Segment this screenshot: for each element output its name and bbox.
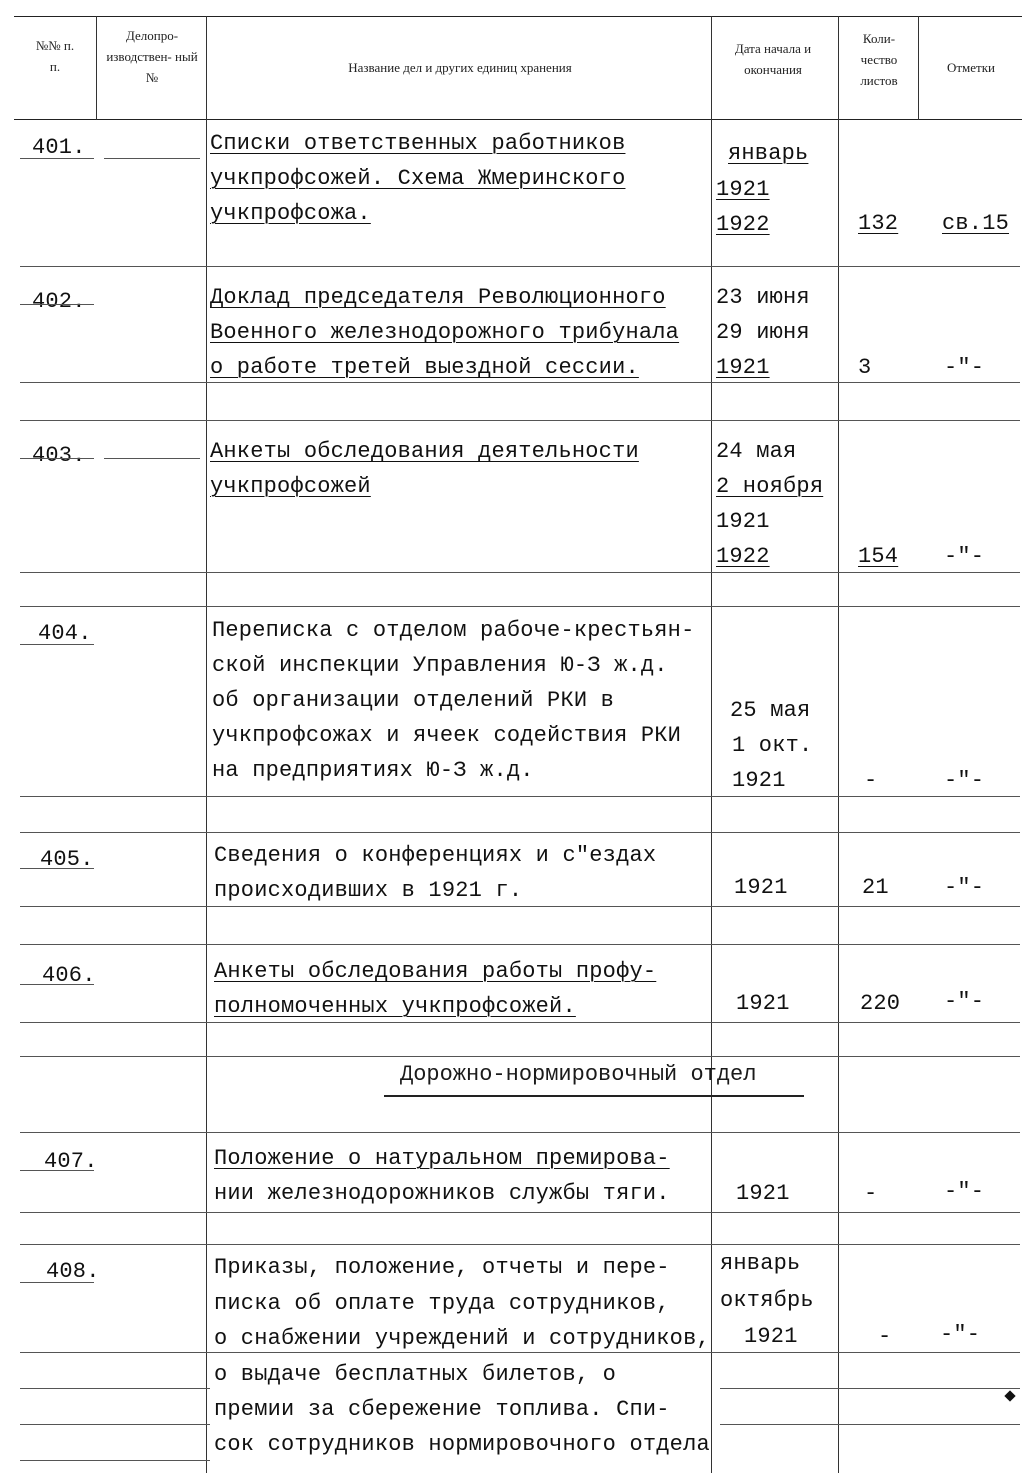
entry-date: 25 мая <box>730 698 811 723</box>
entry-notes: -"- <box>944 544 985 569</box>
entry-sheets: 21 <box>862 875 889 900</box>
entry-sheets: 220 <box>860 991 901 1016</box>
entry-date: 1921 <box>716 509 770 534</box>
entry-title-line: Списки ответственных работников <box>210 131 626 156</box>
entry-title-line: о снабжении учреждений и сотрудников, <box>214 1326 710 1351</box>
entry-title-line: на предприятиях Ю-З ж.д. <box>212 758 534 783</box>
entry-title-line: Анкеты обследования работы профу- <box>214 959 657 984</box>
entry-title-line: Переписка с отделом рабоче-крестьян- <box>212 618 695 643</box>
entry-notes: св.15 <box>942 211 1010 236</box>
entry-date: 23 июня <box>716 285 810 310</box>
column-divider-1 <box>96 16 97 120</box>
column-divider-4 <box>838 16 839 1473</box>
entry-title-line: Приказы, положение, отчеты и пере- <box>214 1255 670 1280</box>
entry-notes: -"- <box>940 1322 981 1347</box>
header-col-dates: Дата начала и окончания <box>734 41 812 77</box>
entry-date: 24 мая <box>716 439 797 464</box>
entry-date: 1921 <box>736 991 790 1016</box>
header-col-sheets: Коли- чество листов <box>860 31 898 88</box>
column-divider-2 <box>206 16 207 1473</box>
entry-number: 403. <box>32 443 86 468</box>
entry-date: 1922 <box>716 212 770 237</box>
entry-title-line: Сведения о конференциях и с"ездах <box>214 843 657 868</box>
entry-title-line: учкпрофсожа. <box>210 201 371 226</box>
entry-date: 1921 <box>744 1324 798 1349</box>
entry-date: 1921 <box>716 355 770 380</box>
entry-title-line: об организации отделений РКИ в <box>212 688 615 713</box>
entry-date: 1 окт. <box>732 733 813 758</box>
entry-date: 1921 <box>732 768 786 793</box>
entry-title-line: премии за сбережение топлива. Спи- <box>214 1397 670 1422</box>
entry-number: 402. <box>32 289 86 314</box>
entry-notes: -"- <box>944 875 985 900</box>
entry-title-line: учкпрофсожах и ячеек содействия РКИ <box>212 723 682 748</box>
entry-title-line: сок сотрудников нормировочного отдела <box>214 1432 710 1457</box>
entry-number: 404. <box>38 621 92 646</box>
entry-date: октябрь <box>720 1288 814 1313</box>
entry-sheets: 3 <box>858 355 872 380</box>
entry-date: 1921 <box>736 1181 790 1206</box>
entry-title-line: о работе третей выездной сессии. <box>210 355 639 380</box>
entry-title-line: ской инспекции Управления Ю-З ж.д. <box>212 653 668 678</box>
entry-date: 1922 <box>716 544 770 569</box>
header-col-office-number: Делопро- изводствен- ный № <box>106 28 198 85</box>
entry-title-line: учкпрофсожей <box>210 474 371 499</box>
entry-sheets: - <box>864 768 878 793</box>
entry-title-line: Доклад председателя Революционного <box>210 285 666 310</box>
entry-title-line: учкпрофсожей. Схема Жмеринского <box>210 166 626 191</box>
entry-date: 2 ноября <box>716 474 824 499</box>
entry-title-line: Положение о натуральном премирова- <box>214 1146 670 1171</box>
entry-notes: -"- <box>944 768 985 793</box>
entry-date: 1921 <box>716 177 770 202</box>
entry-sheets: - <box>864 1181 878 1206</box>
entry-date: 29 июня <box>716 320 810 345</box>
entry-date: январь <box>720 1251 801 1276</box>
entry-title-line: Военного железнодорожного трибунала <box>210 320 680 345</box>
entry-number: 407. <box>44 1149 98 1174</box>
header-bottom-border <box>14 119 1022 120</box>
entry-number: 406. <box>42 963 96 988</box>
header-col-number: №№ п. п. <box>35 38 75 74</box>
column-divider-3 <box>711 16 712 1473</box>
entry-notes: -"- <box>944 1179 985 1204</box>
entry-sheets: 132 <box>858 211 899 236</box>
entry-sheets: 154 <box>858 544 899 569</box>
table-top-border <box>14 16 1022 17</box>
entry-sheets: - <box>878 1324 892 1349</box>
entry-number: 401. <box>32 135 86 160</box>
entry-number: 405. <box>40 847 94 872</box>
column-divider-5 <box>918 16 919 120</box>
entry-title-line: о выдаче бесплатных билетов, о <box>214 1362 617 1387</box>
entry-title-line: нии железнодорожников службы тяги. <box>214 1181 670 1206</box>
entry-title-line: происходивших в 1921 г. <box>214 878 523 903</box>
entry-title-line: полномоченных учкпрофсожей. <box>214 994 576 1019</box>
header-col-notes: Отметки <box>946 60 996 75</box>
entry-notes: -"- <box>944 355 985 380</box>
entry-date: 1921 <box>734 875 788 900</box>
entry-title-line: писка об оплате труда сотрудников, <box>214 1291 670 1316</box>
header-col-title: Название дел и других единиц хранения <box>348 60 572 75</box>
entry-notes: -"- <box>944 989 985 1014</box>
section-heading-underline <box>384 1095 804 1097</box>
section-heading: Дорожно-нормировочный отдел <box>400 1062 757 1087</box>
entry-date: январь <box>728 141 809 166</box>
entry-title-line: Анкеты обследования деятельности <box>210 439 639 464</box>
margin-mark-icon <box>1004 1390 1015 1401</box>
entry-number: 408. <box>46 1259 100 1284</box>
